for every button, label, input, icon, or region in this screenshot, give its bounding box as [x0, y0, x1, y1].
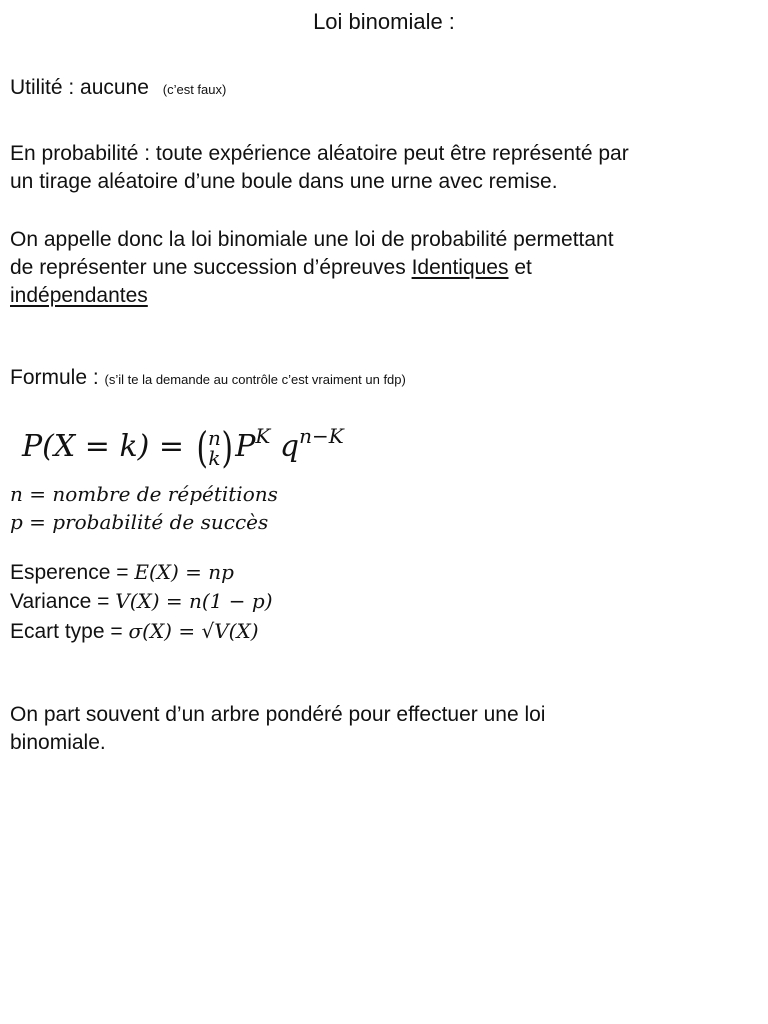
variance-label: Variance =: [10, 590, 116, 613]
para1-line2: un tirage aléatoire d’une boule dans une urne avec remise.: [10, 170, 558, 193]
ecart-type-formula-a: σ(X) =: [128, 619, 202, 643]
formula-p-exponent: K: [255, 424, 271, 448]
binom-top: n: [207, 426, 221, 450]
utilite-note: (c’est faux): [162, 82, 227, 97]
variance-formula: V(X) = n(1 − p): [115, 589, 273, 613]
utilite-line: [10, 74, 226, 104]
para1-line1: En probabilité : toute expérience aléatoire peut être représenté par: [10, 142, 629, 165]
para2-text: de représenter une succession d’épreuves: [10, 256, 412, 279]
formula-p: P: [235, 429, 256, 464]
formula-lhs: P(X = k) =: [22, 429, 194, 464]
esperance-formula: E(X) = np: [134, 560, 234, 584]
conclusion-line2: binomiale.: [10, 731, 106, 754]
para2-line1: On appelle donc la loi binomiale une loi de probabilité permettant: [10, 228, 614, 251]
independantes-term: indépendantes: [10, 284, 148, 307]
utilite-label: Utilité : aucune: [10, 76, 149, 99]
sqrt-symbol: √: [201, 619, 215, 643]
formule-label: Formule :: [10, 366, 99, 389]
page-title: Loi binomiale :: [313, 9, 455, 34]
formula-q-exponent: n−K: [299, 424, 344, 448]
identiques-term: Identiques: [411, 256, 509, 279]
conclusion-line1: On part souvent d’un arbre pondéré pour effectuer une loi: [10, 703, 546, 726]
ecart-type-label: Ecart type =: [10, 620, 129, 643]
para2-line3: [10, 282, 148, 310]
esperance-line: [10, 558, 234, 587]
para2-tail: et: [508, 256, 532, 279]
formula-q: q: [279, 429, 300, 464]
ecart-type-line: [10, 617, 259, 646]
definition-p: p = probabilité de succès: [10, 510, 269, 534]
para2-line2: [10, 254, 532, 282]
binomial-coefficient: [208, 428, 221, 468]
formule-note: (s’il te la demande au contrôle c’est vraiment un fdp): [104, 372, 406, 387]
binom-bottom: k: [208, 446, 221, 470]
definition-n: n = nombre de répétitions: [10, 482, 278, 506]
formule-line: [10, 364, 406, 394]
ecart-type-formula-b: V(X): [214, 619, 259, 643]
binom-right-paren: ): [221, 423, 233, 472]
esperance-label: Esperence =: [10, 561, 135, 584]
variance-line: [10, 587, 273, 616]
binom-left-paren: (: [196, 423, 208, 472]
binomial-formula: [22, 414, 344, 470]
